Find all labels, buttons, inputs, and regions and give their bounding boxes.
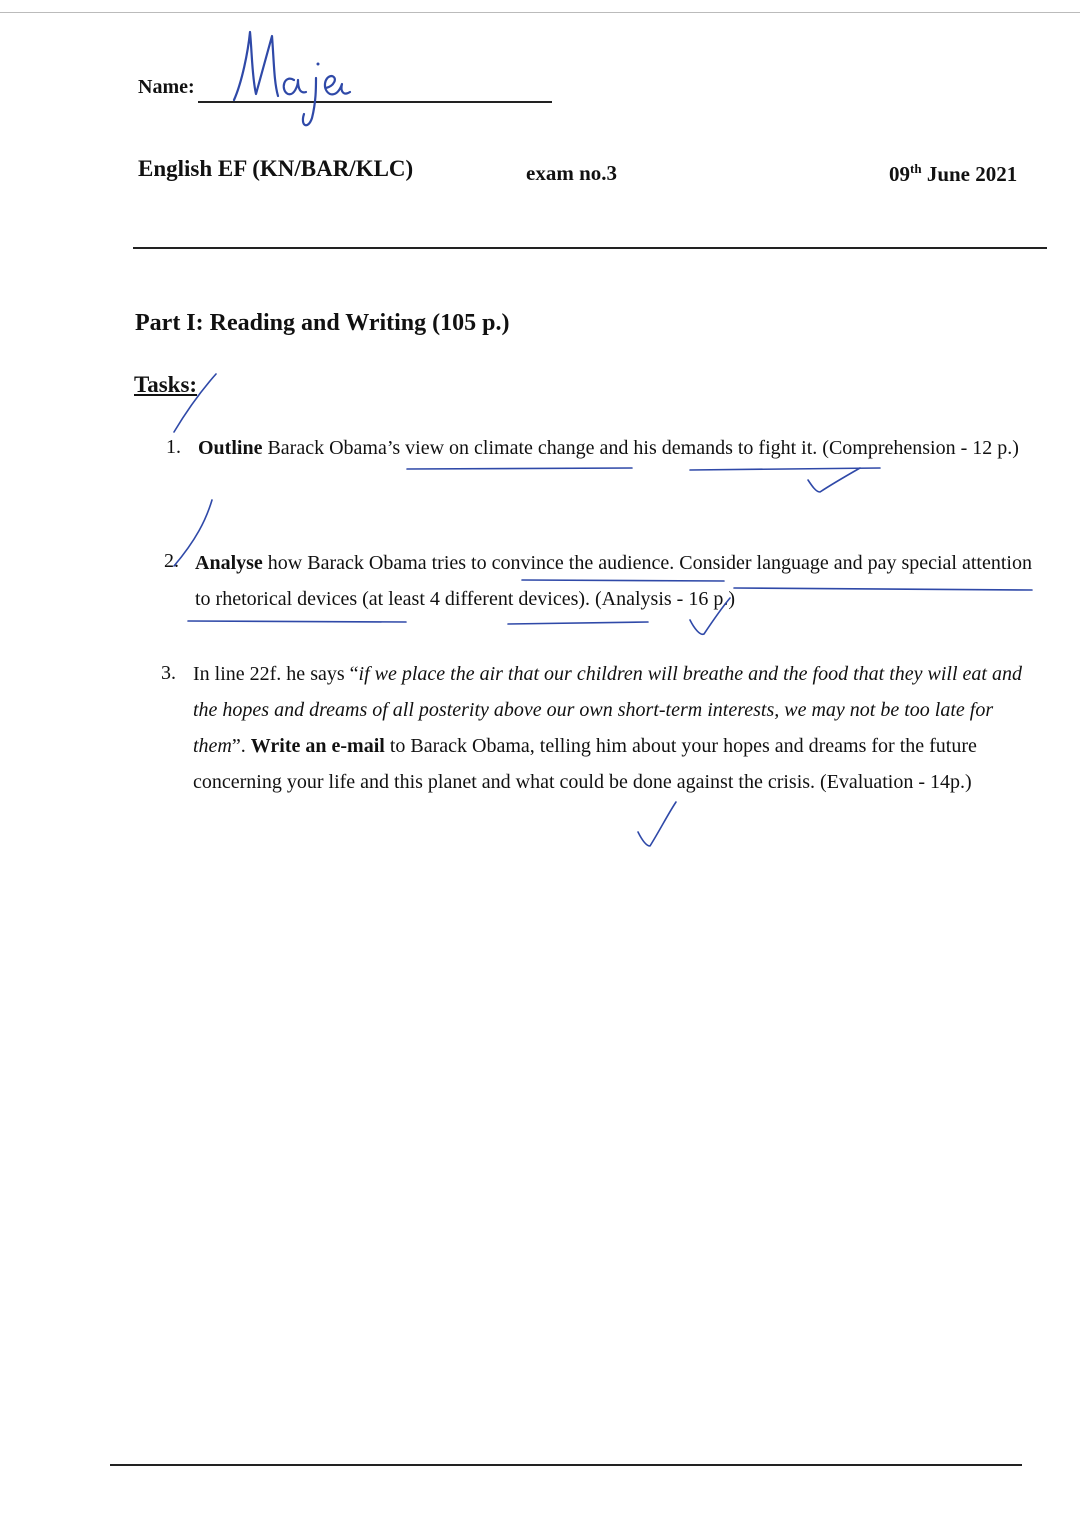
task-3-verb: Write an e-mail xyxy=(250,735,385,757)
task-1-number: 1. xyxy=(166,436,181,458)
task-3-body: to Barack Obama, telling him about your hopes and dreams for the future concerning your life and this planet and what could be done against the crisis. (Evaluation - 14p.) xyxy=(193,735,977,793)
task-1-verb: Outline xyxy=(198,437,263,459)
task-2-analysis-check-mark xyxy=(690,598,730,634)
task-1-body: Barack Obama’s view on climate change and his demands to fight it. (Comprehension - 12 p.) xyxy=(262,437,1019,459)
task-2-check-mark xyxy=(174,500,212,566)
date-suffix: th xyxy=(910,161,922,176)
date-day: 09 xyxy=(889,162,910,186)
task-3-quote: if we place the air that our children will breathe and the food that they will eat and the hopes and dreams of all posterity above our own short-term interests, we may not be too late for them xyxy=(193,663,1022,757)
name-label: Name: xyxy=(138,76,195,98)
tasks-label: Tasks: xyxy=(134,372,198,397)
task-3-check-mark xyxy=(638,802,676,846)
course-title: English EF (KN/BAR/KLC) xyxy=(138,156,414,181)
task-2-underline-convince xyxy=(522,580,724,581)
task-3-number: 3. xyxy=(161,662,176,684)
tasks-check-mark xyxy=(174,374,216,432)
date-month-year: June 2021 xyxy=(921,162,1018,186)
task-2-underline-language xyxy=(734,588,1032,590)
task-1-check-mark xyxy=(808,468,860,492)
task-2-underline-rhetorical xyxy=(188,621,406,622)
exam-number: exam no.3 xyxy=(526,161,617,185)
task-2-underline-devices xyxy=(508,622,648,624)
task-3-intro: In line 22f. he says “ xyxy=(193,663,359,685)
task-1-underline-view xyxy=(407,468,632,469)
task-2-body: how Barack Obama tries to convince the audience. Consider language and pay special attention to rhetorical devices (at least 4 different devices). (Analysis - 16 p.) xyxy=(195,552,1032,610)
task-2-number: 2. xyxy=(164,550,179,572)
task-2-verb: Analyse xyxy=(195,552,263,574)
task-1-underline-demands xyxy=(690,468,880,470)
part-title: Part I: Reading and Writing (105 p.) xyxy=(135,310,510,336)
task-3-quote-close: ”. xyxy=(231,735,251,757)
footer-line xyxy=(110,1464,1022,1466)
